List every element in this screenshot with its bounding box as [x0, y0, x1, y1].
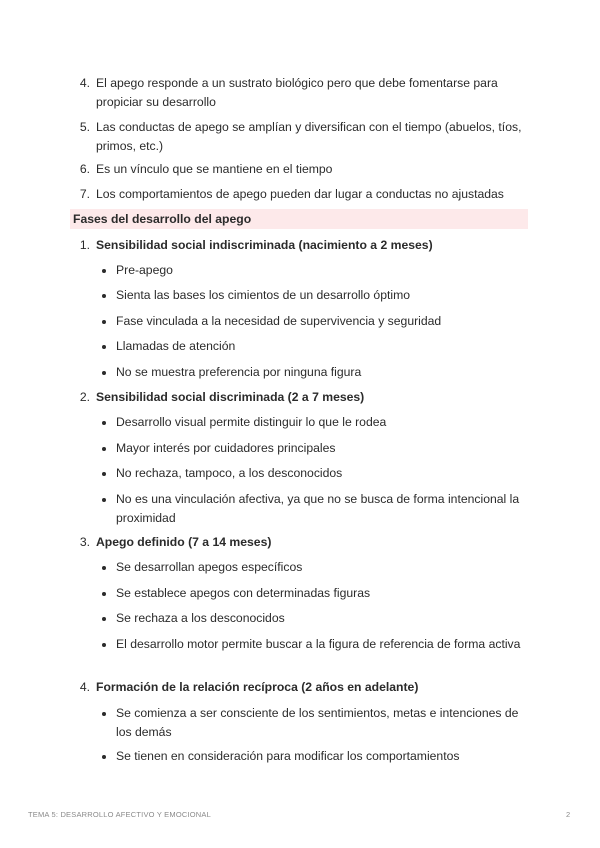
phase-title-text: Formación de la relación recíproca (2 años en adelante) [96, 680, 419, 694]
bullet-icon [102, 371, 106, 375]
bullet-text: Se tienen en consideración para modificar los comportamientos [116, 749, 460, 763]
bullet-item [102, 413, 532, 432]
bullet-text: Fase vinculada a la necesidad de supervivencia y seguridad [116, 314, 442, 328]
bullet-icon [102, 447, 106, 451]
phase-title-text: Sensibilidad social discriminada (2 a 7 meses) [96, 390, 365, 404]
list-item [72, 160, 532, 179]
phase-number: 3. [79, 535, 90, 549]
bullet-text: No se muestra preferencia por ninguna figura [116, 365, 362, 379]
phase-number: 2. [79, 390, 90, 404]
bullet-text: No rechaza, tampoco, a los desconocidos [116, 466, 343, 480]
item-text: Es un vínculo que se mantiene en el tiempo [96, 162, 333, 176]
bullet-item [102, 363, 532, 382]
bullet-text: Mayor interés por cuidadores principales [116, 441, 336, 455]
bullet-icon [102, 566, 106, 570]
bullet-item [102, 490, 532, 528]
bullet-item [102, 558, 532, 577]
bullet-icon [102, 345, 106, 349]
bullet-icon [102, 320, 106, 324]
bullet-text: Sienta las bases los cimientos de un desarrollo óptimo [116, 288, 411, 302]
list-item [72, 118, 532, 156]
bullet-icon [102, 294, 106, 298]
bullet-item [102, 439, 532, 458]
bullet-icon [102, 643, 106, 647]
page-number: 2 [566, 810, 571, 819]
item-text: Los comportamientos de apego pueden dar lugar a conductas no ajustadas [96, 187, 504, 201]
bullet-icon [102, 472, 106, 476]
bullet-text: Se desarrollan apegos específicos [116, 560, 303, 574]
bullet-text: Se rechaza a los desconocidos [116, 611, 285, 625]
bullet-item [102, 584, 532, 603]
bullet-item [102, 464, 532, 483]
bullet-item [102, 261, 532, 280]
bullet-icon [102, 498, 106, 502]
list-item [72, 185, 532, 204]
phase-number: 1. [79, 238, 90, 252]
bullet-icon [102, 617, 106, 621]
bullet-text: Se establece apegos con determinadas figuras [116, 586, 371, 600]
phase-title-text: Apego definido (7 a 14 meses) [96, 535, 272, 549]
bullet-text: Pre-apego [116, 263, 173, 277]
section-heading: Fases del desarrollo del apego [70, 209, 528, 229]
phase-title [72, 678, 532, 697]
footer-title: TEMA 5: DESARROLLO AFECTIVO Y EMOCIONAL [28, 810, 211, 819]
bullet-text: Se comienza a ser consciente de los sentimientos, metas e intenciones de los demás [116, 706, 519, 739]
bullet-text: No es una vinculación afectiva, ya que no se busca de forma intencional la proximidad [116, 492, 520, 525]
item-number: 5. [79, 120, 90, 134]
list-item [72, 74, 532, 112]
item-number: 7. [79, 187, 90, 201]
bullet-item [102, 312, 532, 331]
bullet-icon [102, 269, 106, 273]
item-text: Las conductas de apego se amplían y diversifican con el tiempo (abuelos, tíos, primos, etc.) [96, 120, 522, 153]
bullet-item [102, 609, 532, 628]
bullet-icon [102, 592, 106, 596]
bullet-text: Desarrollo visual permite distinguir lo que le rodea [116, 415, 387, 429]
phase-title [72, 236, 532, 255]
bullet-item [102, 635, 532, 654]
bullet-icon [102, 421, 106, 425]
item-number: 6. [79, 162, 90, 176]
phase-title [72, 388, 532, 407]
bullet-text: El desarrollo motor permite buscar a la figura de referencia de forma activa [116, 637, 521, 651]
bullet-icon [102, 755, 106, 759]
bullet-text: Llamadas de atención [116, 339, 236, 353]
phase-title-text: Sensibilidad social indiscriminada (nacimiento a 2 meses) [96, 238, 433, 252]
bullet-item [102, 704, 532, 742]
bullet-item [102, 747, 532, 766]
phase-number: 4. [79, 680, 90, 694]
item-number: 4. [79, 76, 90, 90]
bullet-icon [102, 712, 106, 716]
item-text: El apego responde a un sustrato biológico pero que debe fomentarse para propiciar su desarrollo [96, 76, 498, 109]
phase-title [72, 533, 532, 552]
bullet-item [102, 286, 532, 305]
bullet-item [102, 337, 532, 356]
